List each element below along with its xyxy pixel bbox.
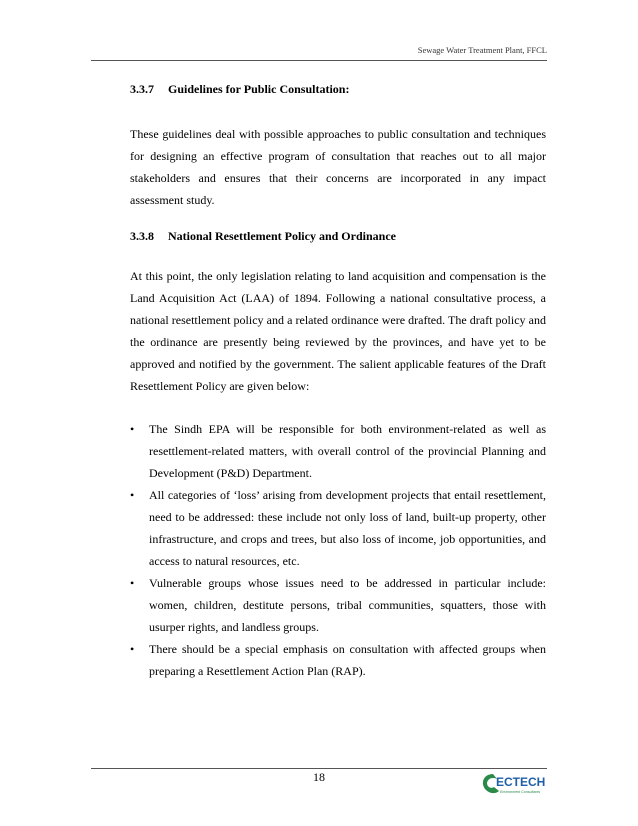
section-heading-3-3-7 [130, 82, 546, 97]
list-item [130, 484, 546, 572]
footer-divider [91, 768, 547, 769]
bullet-icon: • [130, 488, 135, 502]
consultation-paragraph: These guidelines deal with possible approaches to public consultation and techniques for designing an effective program of consultation that reaches out to all major stakeholders and ensures that their concerns are incorporated in any impact assessment study. [130, 127, 546, 207]
page-number: 18 [313, 770, 325, 784]
section-number: 3.3.8 [130, 229, 154, 243]
ectech-logo [480, 771, 552, 797]
page-content [130, 82, 546, 682]
section-title: Guidelines for Public Consultation: [168, 82, 350, 96]
header-divider [91, 60, 547, 61]
list-item-text: The Sindh EPA will be responsible for both environment-related as well as resettlement-related matters, with overall control of the provincial Planning and Development (P&D) Department. [149, 422, 546, 480]
policy-features-list [130, 418, 546, 682]
section-title: National Resettlement Policy and Ordinance [168, 229, 396, 243]
list-item [130, 638, 546, 682]
bullet-icon: • [130, 642, 135, 656]
bullet-icon: • [130, 576, 135, 590]
list-item-text: Vulnerable groups whose issues need to be addressed in particular include: women, children, destitute persons, tribal communities, squatters, those with usurper rights, and landless groups. [149, 576, 546, 634]
list-item [130, 572, 546, 638]
list-item-text: All categories of ‘loss’ arising from development projects that entail resettlement, need to be addressed: these include not only loss of land, built-up property, other infrastructure, and crops and trees, but also loss of income, job opportunities, and access to natural resources, etc. [149, 488, 546, 568]
header-title: Sewage Water Treatment Plant, FFCL [417, 45, 547, 55]
list-item-text: There should be a special emphasis on consultation with affected groups when preparing a Resettlement Action Plan (RAP). [149, 642, 546, 678]
list-item [130, 418, 546, 484]
section-heading-3-3-8 [130, 229, 546, 244]
section-number: 3.3.7 [130, 82, 154, 96]
logo-tagline: Environment Consultants [500, 790, 541, 794]
resettlement-paragraph: At this point, the only legislation relating to land acquisition and compensation is the Land Acquisition Act (LAA) of 1894. Following a national consultative process, a national resettlement policy and a related ordinance were drafted. The draft policy and the ordinance are presently being reviewed by the provinces, and have yet to be approved and notified by the government. The salient applicable features of the Draft Resettlement Policy are given below: [130, 269, 546, 393]
logo-wordmark: ECTECH [496, 775, 546, 789]
bullet-icon: • [130, 422, 135, 436]
